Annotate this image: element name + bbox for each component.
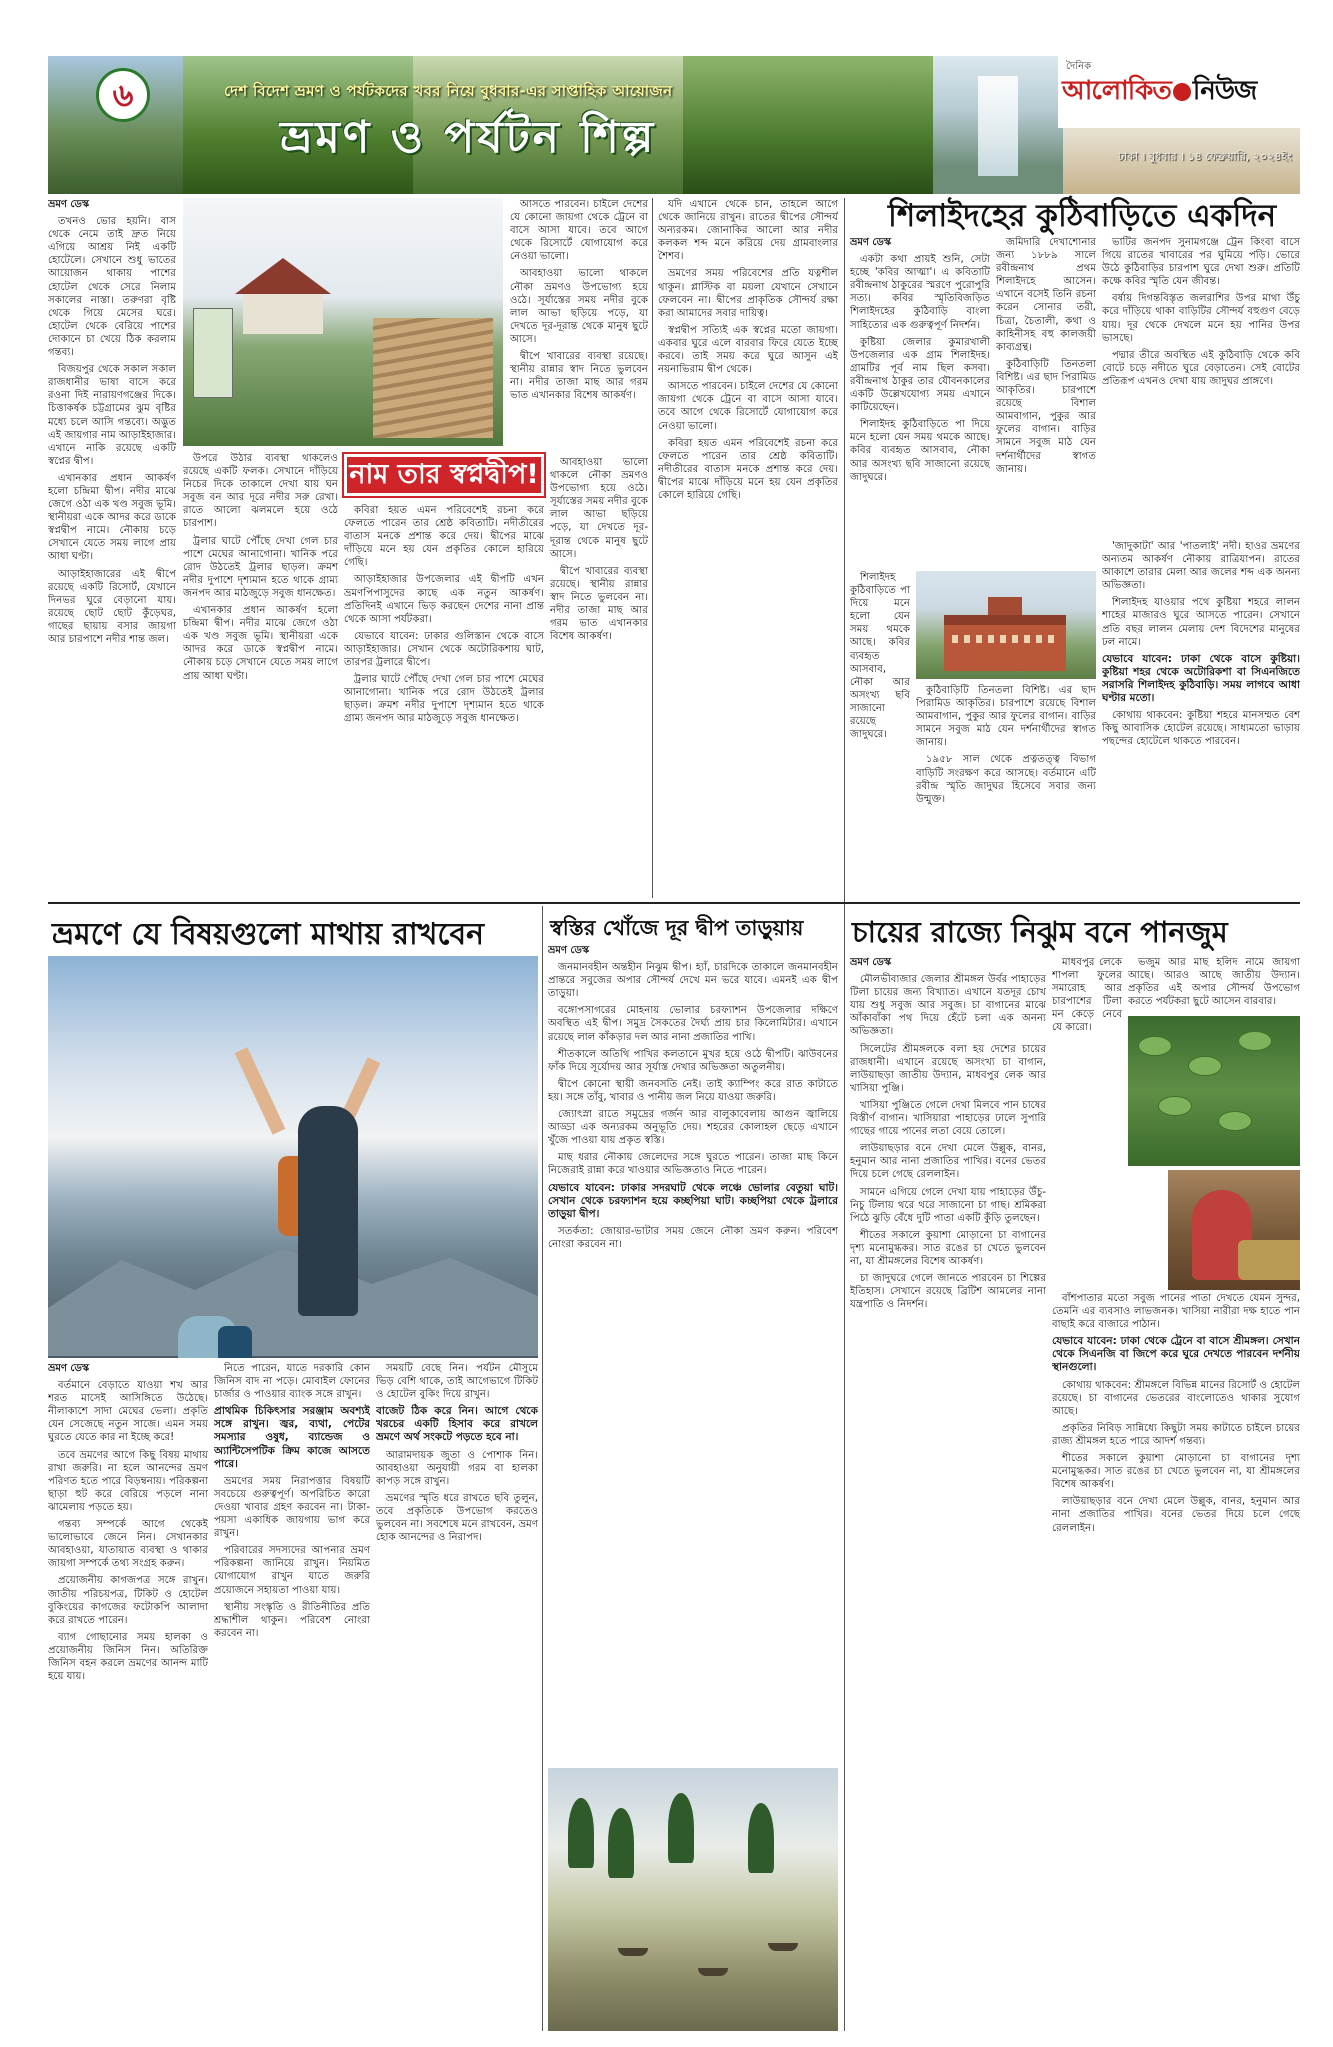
- masthead: [1058, 56, 1300, 128]
- backpack: [218, 1326, 252, 1358]
- shilaidaha-column-2: [996, 236, 1096, 566]
- newspaper-logo-icon: [1173, 83, 1191, 101]
- paragraph: বাঁশপাতার মতো সবুজ পানের পাতা দেখতে যেমন সুন্দর, তেমনি এর ব্যবসাও লাভজনক। খাসিয়া নারীরা দক্ষ হাতে পান বাছাই করে বাজারে পাঠান।: [1052, 1293, 1300, 1331]
- paragraph: বর্ষায় দিগন্তবিস্তৃত জলরাশির উপর মাথা উঁচু করে দাঁড়িয়ে থাকা বাড়িটির সৌন্দর্য বহুগুণ বেড়ে যায়। দূর থেকে দেখলে মনে হয় পানির উপর ভাসছে।: [1102, 293, 1300, 344]
- photo-tea-leaves: [1128, 1016, 1300, 1166]
- paragraph: মাধবপুর লেকে শাপলা ফুলের সমারোহ আর চারপাশের টিলা মন কেড়ে নেবে যে কারো।: [1052, 957, 1122, 1034]
- swapnodwip-column-1: [48, 198, 176, 898]
- swapnodwip-column-2: [183, 452, 338, 898]
- swapnodwip-column-3: [344, 504, 544, 898]
- paragraph: একটা কথা প্রায়ই শুনি, সেটা হচ্ছে 'কবির আত্মা'। এ কবিতাটি রবীন্দ্রনাথ ঠাকুরের স্মরণে পুরোপুরি সত্য। কবির স্মৃতিবিজড়িত শিলাইদহের কুঠিবাড়ি বাংলা সাহিত্যের এক গুরুত্বপূর্ণ নিদর্শন।: [850, 254, 990, 331]
- swapnodwip-column-5a: [550, 456, 648, 898]
- paragraph: স্বপ্নদ্বীপ সত্যিই এক স্বপ্নের মতো জায়গা। একবার ঘুরে এলে বারবার ফিরে যেতে ইচ্ছে করবে। তাই সময় করে ঘুরে আসুন এই নয়নাভিরাম দ্বীপ থেকে।: [658, 324, 838, 376]
- paragraph: এখানকার প্রধান আকর্ষণ হলো চন্দ্রিমা দ্বীপ। নদীর মাঝে জেগে ওঠা এক খণ্ড সবুজ ভূমি। স্থানীয়রা একে আদর করে ডাকে স্বপ্নদ্বীপ নামে। নৌকায় চড়ে সেখানে যেতে সময় লাগে প্রায় আধা ঘণ্টা।: [48, 472, 176, 563]
- paragraph: প্রয়োজনীয় কাগজপত্র সঙ্গে রাখুন। জাতীয় পরিচয়পত্র, টিকিট ও হোটেল বুকিংয়ের কাগজের ফটোকপি আলাদা করে রাখতে পারেন।: [48, 1575, 208, 1626]
- section-divider: [844, 198, 845, 2031]
- masthead-name: আলোকিত: [1062, 76, 1171, 106]
- paragraph: উপরে উঠার ব্যবস্থা থাকলেও রয়েছে একটি ফলক। সেখানে দাঁড়িয়ে নিচের দিকে তাকালে দেখা যায় ঘন সবুজ বন আর দূরে নদীর সরু রেখা। রাতে আলো ঝলমলে হয়ে ওঠে চারপাশ।: [183, 453, 338, 530]
- byline: ভ্রমণ ডেস্ক: [48, 199, 90, 210]
- paragraph: পরিবারের সদস্যদের আপনার ভ্রমণ পরিকল্পনা জানিয়ে রাখুন। নিয়মিত যোগাযোগ রাখুন যাতে জরুরি প্রয়োজনে সহায়তা পাওয়া যায়।: [214, 1545, 370, 1596]
- paragraph: আবহাওয়া ভালো থাকলে নৌকা ভ্রমণও উপভোগ্য হয়ে ওঠে। সূর্যাস্তের সময় নদীর বুকে লাল আভা ছড়িয়ে পড়ে, যা দেখতে দূর-দূরান্ত থেকে মানুষ ছুটে আসে।: [550, 457, 648, 560]
- raised-arm: [235, 1047, 286, 1134]
- paragraph: ভজুম আর মাছ হলিদ নামে জায়গা আছে। আরও আছে জাতীয় উদ্যান। প্রকৃতির এই অপার সৌন্দর্য উপভোগ করতে পর্যটকরা ছুটে আসেন বারবার।: [1128, 957, 1300, 1008]
- tea-leaf: [1158, 1096, 1192, 1116]
- column-divider: [542, 906, 543, 2031]
- paragraph: কোথায় থাকবেন: শ্রীমঙ্গলে বিভিন্ন মানের রিসোর্ট ও হোটেল রয়েছে। চা বাগানের ভেতরের বাংলোতেও থাকার সুযোগ আছে।: [1052, 1379, 1300, 1417]
- paragraph: মাছ ধরার নৌকায় জেলেদের সঙ্গে ঘুরতে পারেন। তাজা মাছ কিনে নিজেরাই রান্না করে খাওয়ার অভিজ্ঞতাও নিতে পারেন।: [548, 1152, 838, 1177]
- byline: ভ্রমণ ডেস্ক: [48, 1363, 90, 1374]
- horizontal-divider: [48, 902, 1300, 904]
- tea-leaf: [1218, 1111, 1252, 1131]
- paragraph: গন্তব্য সম্পর্কে আগে থেকেই ভালোভাবে জেনে নিন। সেখানকার আবহাওয়া, যাতায়াত ব্যবস্থা ও থাকার জায়গা সম্পর্কে তথ্য সংগ্রহ করুন।: [48, 1519, 208, 1570]
- paragraph: সতর্কতা: জোয়ার-ভাটার সময় জেনে নৌকা ভ্রমণ করুন। পরিবেশ নোংরা করবেন না।: [548, 1225, 838, 1250]
- paragraph: জমিদারি দেখাশোনার জন্য ১৮৮৯ সালে রবীন্দ্রনাথ প্রথম শিলাইদহে আসেন। এখানে বসেই তিনি রচনা করেন সোনার তরী, চিত্রা, চৈতালী, কথা ও কাহিনীসহ বহু কালজয়ী কাব্যগ্রন্থ।: [996, 237, 1096, 353]
- paragraph: দ্বীপে খাবারের ব্যবস্থা রয়েছে। স্থানীয় রান্নার স্বাদ নিতে ভুলবেন না। নদীর তাজা মাছ আর গরম ভাত এখানকার বিশেষ আকর্ষণ।: [510, 351, 648, 402]
- shilaidaha-headline: শিলাইদহের কুঠিবাড়িতে একদিন: [888, 198, 1277, 234]
- section-banner: [48, 56, 1300, 194]
- travel-tips-column-1: [48, 1362, 208, 2031]
- rock-ledge: [48, 1356, 538, 1358]
- paragraph: সিলেটের শ্রীমঙ্গলকে বলা হয় দেশের চায়ের রাজধানী। এখানে রয়েছে অসংখ্য চা বাগান, লাউয়াছড়া জাতীয় উদ্যান, মাধবপুর লেক আর খাসিয়া পুঞ্জি।: [850, 1043, 1046, 1094]
- hut-roof: [223, 258, 343, 294]
- masthead-logo-text: [1062, 70, 1256, 114]
- paragraph: জনমানবহীন অন্তহীন নিঝুম দ্বীপ। হ্যাঁ, চারদিকে তাকালে জনমানবহীন প্রান্তরে সবুজের অপার সৌন্দর্য দেখে মন ভরে যাবে। এমনই এক দ্বীপ তাড়ুয়া।: [548, 962, 838, 1000]
- travel-tips-headline: ভ্রমণে যে বিষয়গুলো মাথায় রাখবেন: [52, 917, 485, 952]
- paragraph: বাজেট ঠিক করে নিন। আগে থেকে খরচের একটি হিসাব করে রাখলে ভ্রমণে অর্থ সংকটে পড়তে হবে না।: [376, 1405, 538, 1444]
- swapnodwip-column-5: [658, 198, 838, 898]
- paragraph: আবহাওয়া ভালো থাকলে নৌকা ভ্রমণও উপভোগ্য হয়ে ওঠে। সূর্যাস্তের সময় নদীর বুকে লাল আভা ছড়িয়ে পড়ে, যা দেখতে দূর-দূরান্ত থেকে মানুষ ছুটে আসে।: [510, 268, 648, 345]
- paragraph: ১৯৫৮ সাল থেকে প্রত্নতত্ত্ব বিভাগ বাড়িটি সংরক্ষণ করে আসছে। বর্তমানে এটি রবীন্দ্র স্মৃতি জাদুঘর হিসেবে সবার জন্য উন্মুক্ত।: [916, 754, 1096, 805]
- travel-tips-column-3: [376, 1362, 538, 2031]
- hut-wall: [243, 294, 323, 334]
- paragraph: কোথায় থাকবেন: কুষ্টিয়া শহরে মানসম্মত বেশ কিছু আবাসিক হোটেল রয়েছে। সাধ্যমতো ভাড়ায় পছন্দের হোটেলে থাকতে পারবেন।: [1102, 710, 1300, 748]
- tea-column-2-top: [1128, 956, 1300, 1012]
- page-number: ৬: [96, 68, 150, 122]
- tea-column-3: [1052, 1292, 1300, 2031]
- paragraph: কবিরা হয়ত এমন পরিবেশেই রচনা করে ফেলতে পারেন তার শ্রেষ্ঠ কবিতাটি। নদীতীরের বাতাস মনকে প্রশান্ত করে দেয়। দ্বীপের মাঝে দাঁড়িয়ে মনে হয় যেন প্রকৃতির কোলে হারিয়ে গেছি।: [344, 505, 544, 569]
- tea-headline: চায়ের রাজ্যে নিঝুম বনে পানজুম: [852, 915, 1228, 949]
- paragraph: ভ্রমণের স্মৃতি ধরে রাখতে ছবি তুলুন, তবে প্রকৃতিকে উপভোগ করতেও ভুলবেন না। সবশেষে মনে রাখবেন, ভ্রমণ হোক আনন্দের ও নিরাপদ।: [376, 1492, 538, 1544]
- paragraph: যদি এখানে থেকে চান, তাহলে আগে থেকে জানিয়ে রাখুন। রাতের দ্বীপের সৌন্দর্য অন্যরকম। জোনাকির আলো আর নদীর কলকল শব্দ মনে করিয়ে দেয় গ্রামবাংলার শৈশব।: [658, 199, 838, 263]
- paragraph: মৌলভীবাজার জেলার শ্রীমঙ্গল উর্বর পাহাড়ের টিলা চায়ের জন্য বিখ্যাত। এখানে যতদূর চোখ যায় শুধু সবুজ আর সবুজ। চা বাগানের মাঝে আঁকাবাঁকা পথ দিয়ে হেঁটে চলা এক অনন্য অভিজ্ঞতা।: [850, 974, 1046, 1038]
- masthead-daily: দৈনিক: [1066, 61, 1092, 72]
- paragraph: তবে ভ্রমণের আগে কিছু বিষয় মাথায় রাখা জরুরি। না হলে আনন্দের ভ্রমণ পরিণত হতে পারে বিড়ম্বনায়। পরিকল্পনা ছাড়া হুট করে বেরিয়ে পড়লে নানা ঝামেলায় পড়তে হয়।: [48, 1449, 208, 1513]
- paragraph: লাউয়াছড়ার বনে দেখা মেলে উল্লুক, বানর, হনুমান আর নানা প্রজাতির পাখির। বনের ভেতর দিয়ে চলে গেছে রেললাইন।: [850, 1143, 1046, 1181]
- tree: [668, 1793, 694, 1863]
- paragraph: কবিরা হয়ত এমন পরিবেশেই রচনা করে ফেলতে পারেন তার শ্রেষ্ঠ কবিতাটি। নদীতীরের বাতাস মনকে প্রশান্ত করে দেয়। দ্বীপের মাঝে দাঁড়িয়ে মনে হয় যেন প্রকৃতির কোলে হারিয়ে গেছি।: [658, 437, 838, 501]
- paragraph: এখানকার প্রধান আকর্ষণ হলো চন্দ্রিমা দ্বীপ। নদীর মাঝে জেগে ওঠা এক খণ্ড সবুজ ভূমি। স্থানীয়রা একে আদর করে ডাকে স্বপ্নদ্বীপ নামে। নৌকায় চড়ে সেখানে যেতে সময় লাগে প্রায় আধা ঘণ্টা।: [183, 605, 338, 682]
- swapnodwip-headline: নাম তার স্বপ্নদ্বীপ!: [344, 454, 544, 496]
- stairs: [373, 318, 493, 438]
- shilaidaha-column-1b: [850, 571, 910, 898]
- tree: [748, 1803, 774, 1873]
- shilaidaha-column-3: [1102, 236, 1300, 536]
- tea-leaf: [1138, 1036, 1172, 1056]
- paragraph: সামনে এগিয়ে গেলে দেখা যায় পাহাড়ের উঁচু-নিচু টিলায় থরে থরে সাজানো চা গাছ। শ্রমিকরা পিঠে ঝুড়ি বেঁধে দুটি পাতা একটি কুঁড়ি তুলছেন।: [850, 1186, 1046, 1224]
- shilaidaha-column-1: [850, 236, 990, 566]
- paragraph: শিলাইদহ কুঠিবাড়িতে পা দিয়ে মনে হলো যেন সময় থমকে আছে। কবির ব্যবহৃত আসবাব, নৌকা আর অসংখ্য ছবি সাজানো রয়েছে জাদুঘরে।: [850, 419, 990, 483]
- photo-island-resort: [183, 198, 503, 446]
- basket: [1238, 1240, 1300, 1280]
- paragraph: কুঠিবাড়িটি তিনতলা বিশিষ্ট। এর ছাদ পিরামিড আকৃতির। চারপাশে রয়েছে বিশাল আমবাগান, পুকুর আর ফুলের বাগান। বাড়ির সামনে সবুজ মাঠ যেন দর্শনার্থীদের স্বাগত জানায়।: [996, 358, 1096, 475]
- paragraph: আসতে পারবেন। চাইলে দেশের যে কোনো জায়গা থেকে ট্রেনে বা বাসে আসা যাবে। তবে আগে থেকে রিসোর্টে যোগাযোগ করে নেওয়া ভালো।: [510, 199, 648, 263]
- paragraph: প্রকৃতির নিবিড় সান্নিধ্যে কিছুটা সময় কাটাতে চাইলে চায়ের রাজ্য শ্রীমঙ্গল হতে পারে আদর্শ গন্তব্য।: [1052, 1422, 1300, 1447]
- section-subtitle: দেশ বিদেশ ভ্রমণ ও পর্যটকদের খবর নিয়ে বুধবার-এর সাপ্তাহিক আয়োজন: [224, 82, 673, 100]
- paragraph: স্থানীয় সংস্কৃতি ও রীতিনীতির প্রতি শ্রদ্ধাশীল থাকুন। পরিবেশ নোংরা করবেন না।: [214, 1601, 370, 1639]
- paragraph: বিজয়পুর থেকে সকাল সকাল রাজধানীর ভাষা বাসে করে রওনা দিই নারায়ণগঞ্জের দিকে। চিত্তাকর্ষক চট্টগ্রামের ঝুম বৃষ্টির মধ্যে চলে আসি গন্তব্যে। অদ্ভুত এই জায়গার নাম আড়াইহাজার। এখানে নাকি রয়েছে একটি স্বপ্নের দ্বীপ।: [48, 364, 176, 467]
- paragraph: দ্বীপে খাবারের ব্যবস্থা রয়েছে। স্থানীয় রান্নার স্বাদ নিতে ভুলবেন না। নদীর তাজা মাছ আর গরম ভাত এখানকার বিশেষ আকর্ষণ।: [550, 565, 648, 643]
- paragraph: শীতের সকালে কুয়াশা মোড়ানো চা বাগানের দৃশ্য মনোমুগ্ধকর। সাত রঙের চা খেতে ভুলবেন না, যা শ্রীমঙ্গলের বিশেষ আকর্ষণ।: [1052, 1453, 1300, 1491]
- boat: [768, 1943, 798, 1951]
- travel-tips-column-2: [214, 1362, 370, 2031]
- paragraph: আরামদায়ক জুতা ও পোশাক নিন। আবহাওয়া অনুযায়ী গরম বা হালকা কাপড় সঙ্গে রাখুন।: [376, 1449, 538, 1487]
- paragraph: যেভাবে যাবেন: ঢাকার গুলিস্তান থেকে বাসে আড়াইহাজার। সেখান থেকে অটোরিকশায় ঘাট, তারপর ট্রলারে দ্বীপে।: [344, 630, 544, 669]
- paragraph: খাসিয়া পুঞ্জিতে গেলে দেখা মিলবে পান চাষের বিস্তীর্ণ বাগান। খাসিয়ারা পাহাড়ের ঢালে সুপারি গাছের গায়ে পানের লতা বেয়ে তোলে।: [850, 1099, 1046, 1138]
- hiker-man: [298, 1106, 358, 1316]
- paragraph: ভাটির জনপদ সুনামগঞ্জে ট্রেন কিংবা বাসে গিয়ে রাতের খাবারের পর ঘুমিয়ে পড়ি। ভোরে উঠে কুঠিবাড়ির চারপাশ ঘুরে দেখা শুরু। প্রতিটি কক্ষে কবির স্মৃতি যেন জীবন্ত।: [1102, 237, 1300, 288]
- section-title: ভ্রমণ ও পর্যটন শিল্প: [280, 112, 657, 163]
- paragraph: বর্তমানে বেড়াতে যাওয়া শখ আর শরত মাসেই আসিঙ্গিতে উঠেছে। নীলাকাশে সাদা মেঘের ভেলা। প্রকৃতি যেন সেজেছে নতুন সাজে। এমন সময় ঘুরতে যেতে কার না ইচ্ছে করে!: [48, 1380, 208, 1444]
- paragraph: শীতের সকালে কুয়াশা মোড়ানো চা বাগানের দৃশ্য মনোমুগ্ধকর। সাত রঙের চা খেতে ভুলবেন না, যা শ্রীমঙ্গলের বিশেষ আকর্ষণ।: [850, 1229, 1046, 1267]
- paragraph: নিতে পারেন, যাতে দরকারি কোন জিনিস বাদ না পড়ে। মোবাইল ফোনের চার্জার ও পাওয়ার ব্যাংক সঙ্গে রাখুন।: [214, 1363, 370, 1401]
- column-divider: [652, 198, 653, 898]
- swapnodwip-column-4: [510, 198, 648, 448]
- byline: ভ্রমণ ডেস্ক: [548, 945, 590, 956]
- paragraph: কুঠিবাড়িটি তিনতলা বিশিষ্ট। এর ছাদ পিরামিড আকৃতির। চারপাশে রয়েছে বিশাল আমবাগান, পুকুর আর ফুলের বাগান। বাড়ির সামনে সবুজ মাঠ যেন দর্শনার্থীদের স্বাগত জানায়।: [916, 685, 1096, 749]
- tree: [608, 1808, 634, 1878]
- masthead-name-suffix: নিউজ: [1192, 76, 1257, 106]
- issue-date: ঢাকা । বুধবার । ১৪ ফেব্রুয়ারি, ২০২৪ইং: [1117, 150, 1292, 163]
- paragraph: শিলাইদহ কুঠিবাড়িতে পা দিয়ে মনে হলো যেন সময় থমকে আছে। কবির ব্যবহৃত আসবাব, নৌকা আর অসংখ্য ছবি সাজানো রয়েছে জাদুঘরে।: [850, 572, 910, 741]
- paragraph: কুষ্টিয়া জেলার কুমারখালী উপজেলার এক গ্রাম শিলাইদহ। গ্রামটির পূর্ব নাম ছিল কসবা। রবীন্দ্রনাথ ঠাকুর তার যৌবনকালের একটি উল্লেখযোগ্য সময় এখানে কাটিয়েছেন।: [850, 336, 990, 414]
- photo-tarua-island: [548, 1768, 838, 2031]
- boat: [698, 1968, 728, 1976]
- photo-tea-worker: [1168, 1170, 1300, 1290]
- shilaidaha-column-2b: [916, 684, 1096, 898]
- byline: ভ্রমণ ডেস্ক: [850, 957, 892, 968]
- tarua-headline: স্বস্তির খোঁজে দূর দ্বীপ তাড়ুয়ায়: [550, 915, 804, 940]
- paragraph: দ্বীপে কোনো স্থায়ী জনবসতি নেই। তাই ক্যাম্পিং করে রাত কাটাতে হয়। সঙ্গে তাঁবু, খাবার ও পানীয় জল নিয়ে যাওয়া জরুরি।: [548, 1078, 838, 1103]
- paragraph: শিলাইদহ যাওয়ার পথে কুষ্টিয়া শহরে লালন শাহের মাজারও ঘুরে আসতে পারেন। সেখানে প্রতি বছর লালন মেলায় দেশ বিদেশের মানুষের ঢল নামে।: [1102, 597, 1300, 648]
- newspaper-page: [48, 56, 1300, 2031]
- paragraph: তখনও ভোর হয়নি। বাস থেকে নেমে তাই দ্রুত নিয়ে এগিয়ে আশ্রয় নিই একটি হোটেলে। সেখানে শুধু ভাতের আয়োজন থাকায় পাশের হোটেল থেকে সেরে নিলাম সকালের নাস্তা। তরুণরা বৃষ্টি থেকে গিয়ে মেসের ঘরে। হোটেল থেকে বেরিয়ে পাশের দোকানে চা খেয়ে ঠিক করলাম গন্তব্য।: [48, 216, 176, 359]
- byline: ভ্রমণ ডেস্ক: [850, 237, 892, 248]
- paragraph: সময়টি বেছে নিন। পর্যটন মৌসুমে ভিড় বেশি থাকে, তাই আগেভাগে টিকিট ও হোটেল বুকিং দিয়ে রাখুন।: [376, 1363, 538, 1401]
- paragraph: শীতকালে অতিথি পাখির কলতানে মুখর হয়ে ওঠে দ্বীপটি। ঝাউবনের ফাঁক দিয়ে সূর্যোদয় আর সূর্যাস্ত দেখার অভিজ্ঞতা অতুলনীয়।: [548, 1048, 838, 1073]
- banner-photo-tea-garden: [683, 56, 933, 194]
- paragraph: চা জাদুঘরে গেলে জানতে পারবেন চা শিল্পের ইতিহাস। সেখানে রয়েছে ব্রিটিশ আমলের নানা যন্ত্রপাতি ও নিদর্শন।: [850, 1273, 1046, 1311]
- paragraph: আড়াইহাজার উপজেলার এই দ্বীপটি এখন ভ্রমণপিপাসুদের কাছে এক নতুন আকর্ষণ। প্রতিদিনই এখানে ভিড় করছেন দেশের নানা প্রান্ত থেকে আসা পর্যটকরা।: [344, 574, 544, 625]
- tree: [568, 1798, 594, 1868]
- paragraph: ভ্রমণের সময় পরিবেশের প্রতি যত্নশীল থাকুন। প্লাস্টিক বা ময়লা যেখানে সেখানে ফেলবেন না। দ্বীপের প্রাকৃতিক সৌন্দর্য রক্ষা করা আমাদের সবার দায়িত্ব।: [658, 268, 838, 319]
- paragraph: জ্যোৎস্না রাতে সমুদ্রের গর্জন আর বালুকাবেলায় আগুন জ্বালিয়ে আড্ডা এক অন্যরকম অনুভূতি দেয়। শহরের কোলাহল ছেড়ে এখানে খুঁজে পাওয়া যায় প্রকৃত স্বস্তি।: [548, 1109, 838, 1147]
- paragraph: বঙ্গোপসাগরের মোহনায় ভোলার চরফ্যাশন উপজেলার দক্ষিণে অবস্থিত এই দ্বীপ। সমুদ্র সৈকতের দৈর্ঘ্য প্রায় চার কিলোমিটার। এখানে রয়েছে লাল কাঁকড়ার দল আর নানা প্রজাতির পাখি।: [548, 1005, 838, 1043]
- tea-leaf: [1188, 1056, 1222, 1076]
- photo-kuthibari: [916, 571, 1096, 679]
- photo-trekkers: [48, 956, 538, 1358]
- paragraph: আড়াইহাজারের এই দ্বীপে রয়েছে একটি রিসোর্ট, যেখানে দিনভর ঘুরে বেড়ানো যায়। রয়েছে ছোট ছোট কুঁড়েঘর, গাছের ছায়ায় বসার জায়গা আর চারপাশে নদীর শান্ত জল।: [48, 568, 176, 645]
- shilaidaha-column-4: [1102, 540, 1300, 898]
- paragraph: 'জাদুকাটা' আর 'পাতলাই' নদী। হাওর ভ্রমণের অন্যতম আকর্ষণ নৌকায় রাত্রিযাপন। রাতের আকাশে তারার মেলা আর জলের শব্দ এক অনন্য অভিজ্ঞতা।: [1102, 541, 1300, 592]
- paragraph: যেভাবে যাবেন: ঢাকা থেকে ট্রেনে বা বাসে শ্রীমঙ্গল। সেখান থেকে সিএনজি বা জিপে করে ঘুরে দেখতে পারবেন দর্শনীয় স্থানগুলো।: [1052, 1335, 1300, 1374]
- boat: [618, 1948, 648, 1956]
- paragraph: আসতে পারবেন। চাইলে দেশের যে কোনো জায়গা থেকে ট্রেনে বা বাসে আসা যাবে। তবে আগে থেকে রিসোর্টে যোগাযোগ করে নেওয়া ভালো।: [658, 381, 838, 432]
- paragraph: যেভাবে যাবেন: ঢাকা থেকে বাসে কুষ্টিয়া। কুষ্টিয়া শহর থেকে অটোরিকশা বা সিএনজিতে সরাসরি শিলাইদহ কুঠিবাড়ি। সময় লাগবে আধা ঘণ্টার মতো।: [1102, 652, 1300, 705]
- tarua-column-1: [548, 944, 838, 1764]
- mountains: [48, 1236, 538, 1356]
- paragraph: ভ্রমণের সময় নিরাপত্তার বিষয়টি সবচেয়ে গুরুত্বপূর্ণ। অপরিচিত কারো দেওয়া খাবার গ্রহণ করবেন না। টাকা-পয়সা একাধিক জায়গায় ভাগ করে রাখুন।: [214, 1475, 370, 1540]
- paragraph: পদ্মার তীরে অবস্থিত এই কুঠিবাড়ি থেকে কবি বোটে চড়ে নদীতে ঘুরে বেড়াতেন। সেই বোটের প্রতিরূপ এখনও দেখা যায় জাদুঘর প্রাঙ্গণে।: [1102, 349, 1300, 387]
- paragraph: ট্রলার ঘাটে পৌঁছে দেখা গেল চার পাশে মেঘের আনাগোনা। খানিক পরে রোদ উঠতেই ট্রলার ছাড়ল। ক্রমশ নদীর দুপাশে দৃশ্যমান হতে থাকে গ্রাম্য জনপদ আর মাঠজুড়ে সবুজ ধানক্ষেত।: [344, 674, 544, 725]
- signboard: [193, 308, 233, 398]
- paragraph: ট্রলার ঘাটে পৌঁছে দেখা গেল চার পাশে মেঘের আনাগোনা। খানিক পরে রোদ উঠতেই ট্রলার ছাড়ল। ক্রমশ নদীর দুপাশে দৃশ্যমান হতে থাকে গ্রাম্য জনপদ আর মাঠজুড়ে সবুজ ধানক্ষেত।: [183, 535, 338, 599]
- kuthibari-building: [944, 615, 1066, 671]
- paragraph: লাউয়াছড়ার বনে দেখা মেলে উল্লুক, বানর, হনুমান আর নানা প্রজাতির পাখির। বনের ভেতর দিয়ে চলে গেছে রেললাইন।: [1052, 1496, 1300, 1534]
- paragraph: ব্যাগ গোছানোর সময় হালকা ও প্রয়োজনীয় জিনিস নিন। অতিরিক্ত জিনিস বহন করলে ভ্রমণের আনন্দ মাটি হয়ে যায়।: [48, 1631, 208, 1683]
- tea-column-1: [850, 956, 1046, 2031]
- tea-leaf: [1238, 1031, 1272, 1051]
- paragraph: প্রাথমিক চিকিৎসার সরঞ্জাম অবশ্যই সঙ্গে রাখুন। জ্বর, ব্যথা, পেটের সমস্যার ওষুধ, ব্যান্ডেজ ও অ্যান্টিসেপটিক ক্রিম কাজে আসতে পারে।: [214, 1405, 370, 1470]
- waterfall-graphic: [978, 76, 1018, 176]
- paragraph: যেভাবে যাবেন: ঢাকার সদরঘাট থেকে লঞ্চে ভোলার বেতুয়া ঘাট। সেখান থেকে চরফ্যাশন হয়ে কচ্ছপিয়া ঘাট। কচ্ছপিয়া থেকে ট্রলারে তাড়ুয়া দ্বীপ।: [548, 1181, 838, 1220]
- tea-column-2a: [1052, 956, 1122, 1286]
